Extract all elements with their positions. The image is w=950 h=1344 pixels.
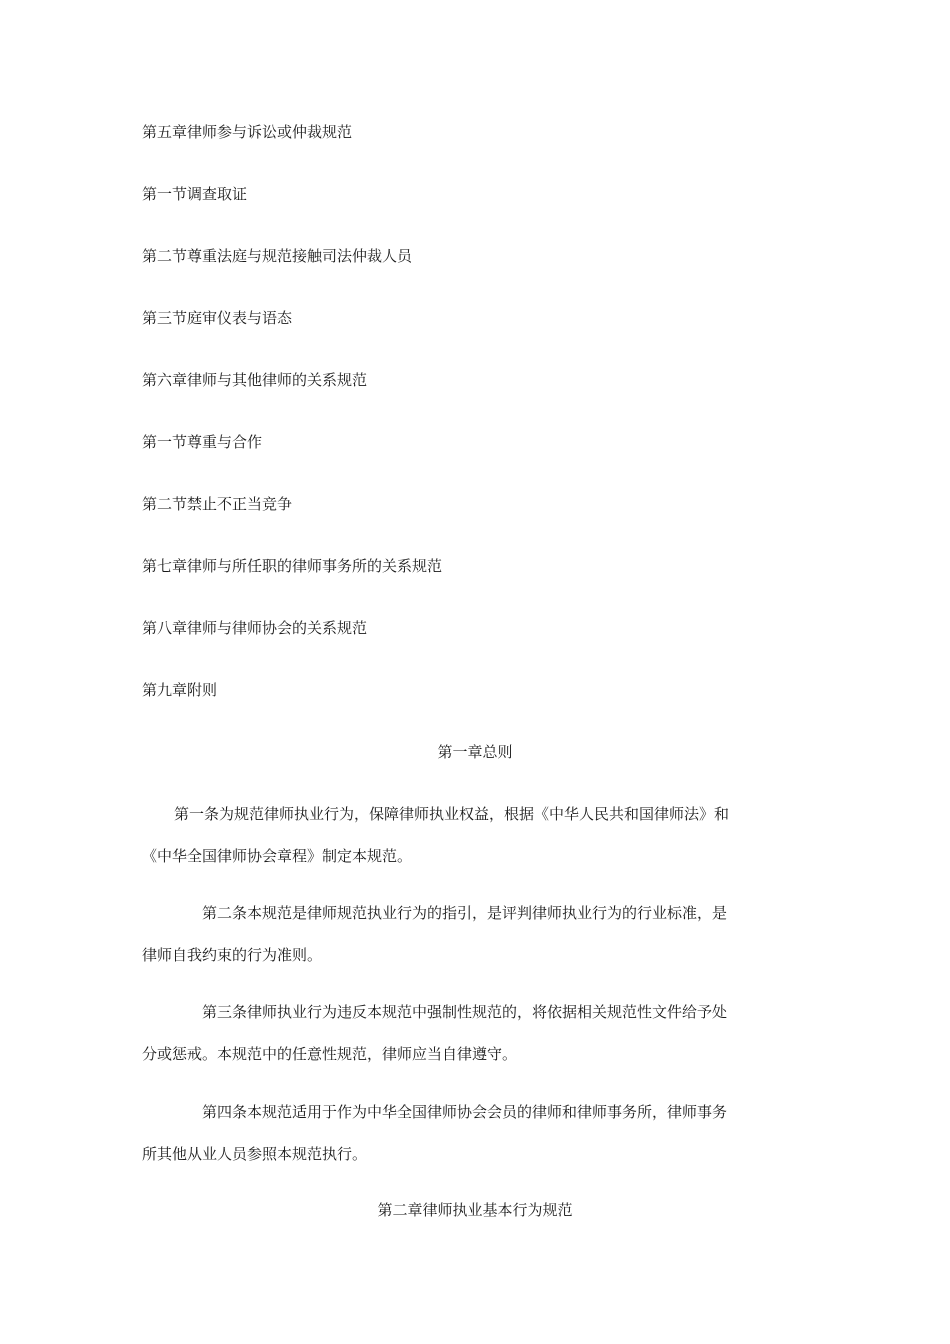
toc-entry-chapter8: 第八章律师与律师协会的关系规范 — [142, 619, 368, 637]
toc-entry-chapter6: 第六章律师与其他律师的关系规范 — [142, 371, 368, 389]
article-paragraph — [142, 1102, 807, 1164]
toc-entry-section1: 第一节尊重与合作 — [142, 433, 263, 451]
article-line: 第一条为规范律师执业行为，保障律师执业权益，根据《中华人民共和国律师法》和 — [174, 805, 730, 823]
article-line: 分或惩戒。本规范中的任意性规范，律师应当自律遵守。 — [142, 1045, 518, 1063]
article-paragraph — [142, 804, 807, 866]
toc-entry-chapter5: 第五章律师参与诉讼或仲裁规范 — [142, 123, 353, 141]
article-line: 第二条本规范是律师规范执业行为的指引，是评判律师执业行为的行业标准，是 — [202, 904, 728, 922]
toc-entry-section3: 第三节庭审仪表与语态 — [142, 309, 293, 327]
toc-entry-section2: 第二节禁止不正当竞争 — [142, 495, 293, 513]
article-paragraph — [142, 903, 807, 965]
article-line: 所其他从业人员参照本规范执行。 — [142, 1145, 368, 1163]
article-line: 第四条本规范适用于作为中华全国律师协会会员的律师和律师事务所，律师事务 — [202, 1103, 728, 1121]
article-line: 《中华全国律师协会章程》制定本规范。 — [142, 847, 413, 865]
chapter-heading: 第二章律师执业基本行为规范 — [377, 1201, 573, 1219]
chapter-heading: 第一章总则 — [437, 743, 513, 761]
article-paragraph — [142, 1002, 807, 1064]
toc-entry-section2: 第二节尊重法庭与规范接触司法仲裁人员 — [142, 247, 413, 265]
toc-entry-chapter7: 第七章律师与所任职的律师事务所的关系规范 — [142, 557, 443, 575]
article-line: 律师自我约束的行为准则。 — [142, 946, 323, 964]
toc-entry-section1: 第一节调查取证 — [142, 185, 248, 203]
toc-entry-chapter9: 第九章附则 — [142, 681, 218, 699]
article-line: 第三条律师执业行为违反本规范中强制性规范的，将依据相关规范性文件给予处 — [202, 1003, 728, 1021]
